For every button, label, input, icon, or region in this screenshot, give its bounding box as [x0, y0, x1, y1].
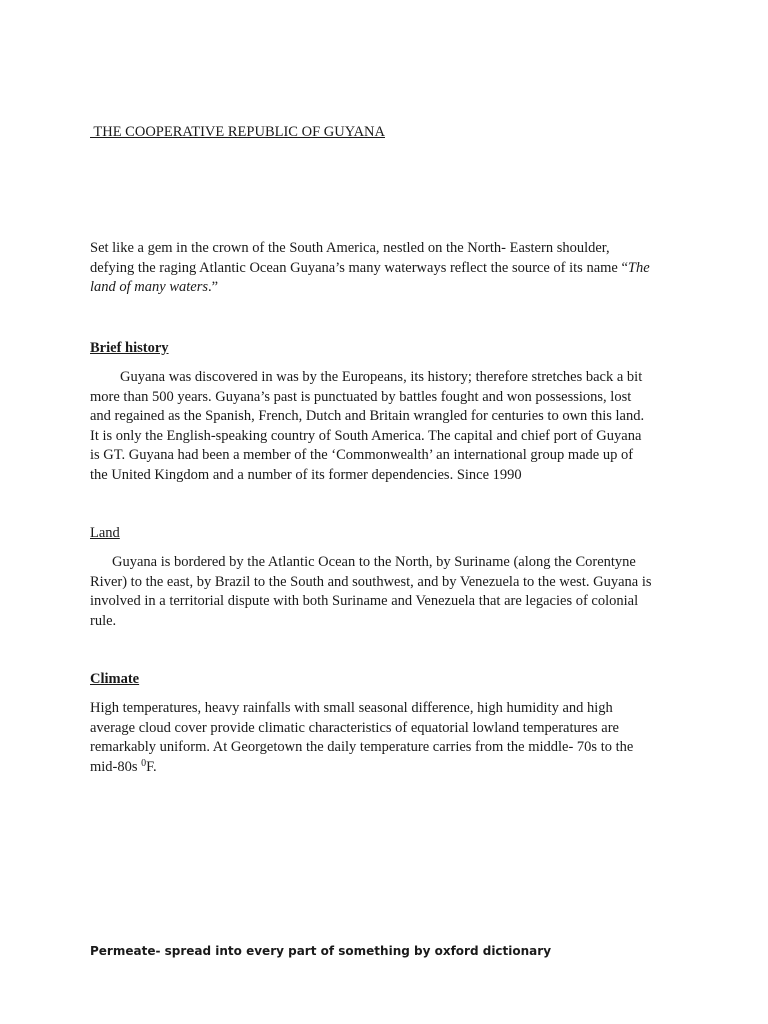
paragraph-line: average cloud cover provide climatic characteristics of equatorial lowland temperatures are — [90, 719, 619, 736]
history-heading: Brief history — [90, 340, 169, 356]
history-paragraph — [90, 368, 680, 485]
intro-italic: The — [627, 259, 650, 276]
intro-paragraph — [90, 239, 680, 298]
paragraph-line: Guyana was discovered in was by the Europeans, its history; therefore stretches back a bit — [120, 369, 643, 385]
paragraph-line: High temperatures, heavy rainfalls with small seasonal difference, high humidity and high — [90, 700, 613, 716]
intro-italic: land of many waters — [90, 279, 209, 295]
intro-text: defying the raging Atlantic Ocean Guyana’s many waterways reflect the source of its name “ — [90, 259, 628, 276]
paragraph-line: rule. — [90, 612, 117, 629]
paragraph-line: more than 500 years. Guyana’s past is punctuated by battles fought and won possessions, lost — [90, 388, 632, 405]
paragraph-line: the United Kingdom and a number of its former dependencies. Since 1990 — [90, 466, 522, 483]
intro-line — [90, 259, 680, 279]
paragraph-line: is GT. Guyana had been a member of the ‘Commonwealth’ an international group made up of — [90, 447, 634, 463]
land-paragraph — [90, 553, 680, 631]
climate-heading: Climate — [90, 671, 140, 687]
intro-line: Set like a gem in the crown of the South America, nestled on the North- Eastern shoulder, — [90, 240, 610, 256]
paragraph-line: and regained as the Spanish, French, Dutch and Britain wrangled for centuries to own this land. — [90, 408, 645, 424]
land-heading: Land — [90, 525, 120, 541]
temperature-unit: F. — [146, 758, 157, 775]
climate-paragraph — [90, 699, 680, 777]
climate-last-text: mid-80s — [90, 758, 142, 775]
paragraph-line: It is only the English-speaking country of South America. The capital and chief port of Guyana — [90, 427, 642, 444]
page-title: THE COOPERATIVE REPUBLIC OF GUYANA — [90, 124, 385, 140]
intro-text: .” — [208, 279, 219, 295]
footnote: Permeate- spread into every part of something by oxford dictionary — [90, 944, 552, 958]
paragraph-line: involved in a territorial dispute with both Suriname and Venezuela that are legacies of colonial — [90, 593, 639, 609]
degree-superscript: 0 — [141, 757, 147, 769]
intro-line — [90, 278, 680, 298]
paragraph-line: River) to the east, by Brazil to the South and southwest, and by Venezuela to the west. Guyana is — [90, 573, 652, 590]
paragraph-line: remarkably uniform. At Georgetown the daily temperature carries from the middle- 70s to the — [90, 739, 634, 755]
paragraph-line — [90, 758, 680, 778]
paragraph-line: Guyana is bordered by the Atlantic Ocean to the North, by Suriname (along the Corentyne — [112, 554, 636, 570]
